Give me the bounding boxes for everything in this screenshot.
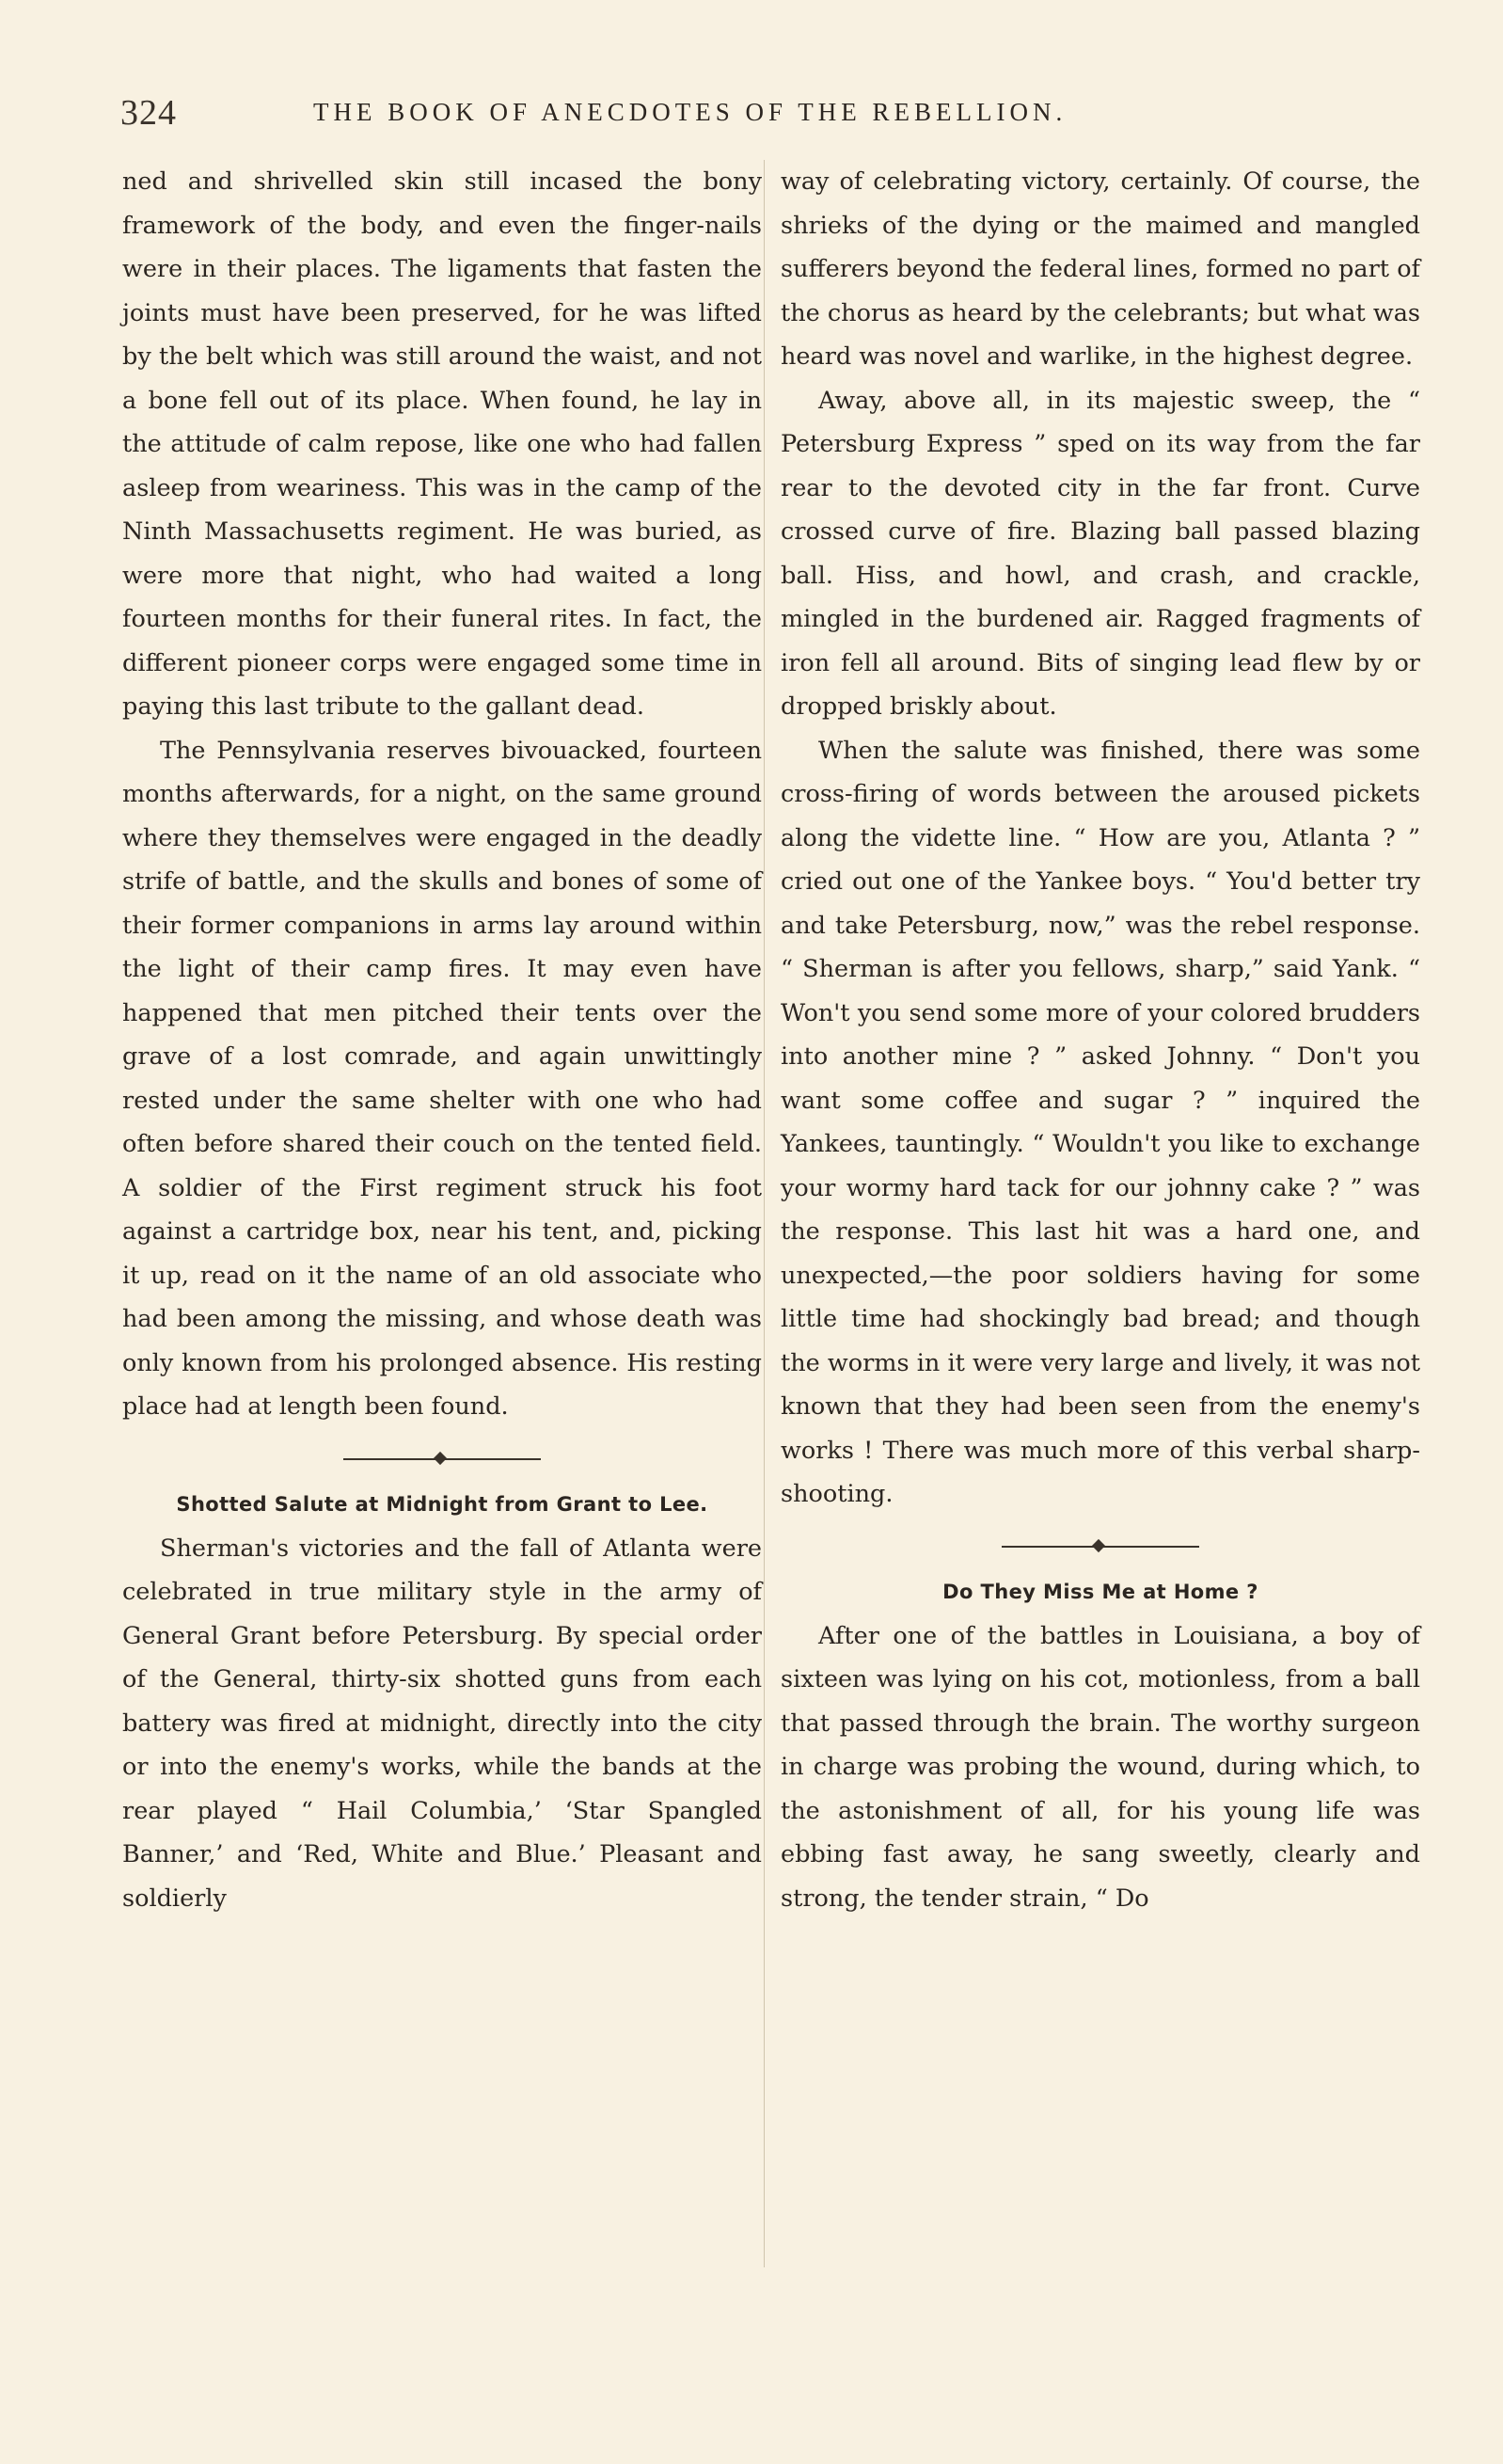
section-divider bbox=[343, 1450, 541, 1469]
running-title: THE BOOK OF ANECDOTES OF THE REBELLION. bbox=[313, 98, 1068, 126]
section-divider bbox=[1002, 1537, 1199, 1556]
column-rule bbox=[764, 160, 765, 2267]
paragraph: After one of the battles in Louisiana, a boy of sixteen was lying on his cot, motionless, from a ball that passed through the brain. The worthy surgeon in charge was probing the wound, during which, to the astonishment of all, for his young life was ebbing fast away, he sang sweetly, clearly and strong, the tender strain, “ Do bbox=[781, 1621, 1420, 1913]
divider-ornament bbox=[434, 1451, 447, 1464]
paragraph: ned and shrivelled skin still incased the bony framework of the body, and even the finger-nails were in their places. The ligaments that fasten the joints must have been preserved, for he was lifted by the belt which was still around the waist, and not a bone fell out of its place. When found, he lay in the attitude of calm repose, like one who had fallen asleep from weariness. This was in the camp of the Ninth Massachusetts regiment. He was buried, as were more that night, who had waited a long fourteen months for their funeral rites. In fact, the different pioneer corps were engaged some time in paying this last tribute to the gallant dead. bbox=[122, 167, 762, 721]
section-heading: Shotted Salute at Midnight from Grant to Lee. bbox=[176, 1492, 708, 1516]
right-column bbox=[781, 160, 1420, 1920]
page-header bbox=[120, 92, 1428, 134]
divider-ornament bbox=[1092, 1538, 1105, 1551]
paragraph: way of celebrating victory, certainly. Of course, the shrieks of the dying or the maimed and mangled sufferers beyond the federal lines, formed no part of the chorus as heard by the celebrants; but what was heard was novel and warlike, in the highest degree. bbox=[781, 167, 1420, 371]
paragraph: Away, above all, in its majestic sweep, the “ Petersburg Express ” sped on its way from the far rear to the devoted city in the far front. Curve crossed curve of fire. Blazing ball passed blazing ball. Hiss, and howl, and crash, and crackle, mingled in the burdened air. Ragged fragments of iron fell all around. Bits of singing lead flew by or dropped briskly about. bbox=[781, 386, 1420, 721]
left-column bbox=[122, 160, 762, 1920]
paragraph: The Pennsylvania reserves bivouacked, fourteen months afterwards, for a night, on the same ground where they themselves were engaged in the deadly strife of battle, and the skulls and bones of some of their former companions in arms lay around within the light of their camp fires. It may even have happened that men pitched their tents over the grave of a lost comrade, and again unwittingly rested under the same shelter with one who had often before shared their couch on the tented field. A soldier of the First regiment struck his foot against a cartridge box, near his tent, and, picking it up, read on it the name of an old associate who had been among the missing, and whose death was only known from his prolonged absence. His resting place had at length been found. bbox=[122, 736, 762, 1421]
page-number: 324 bbox=[120, 93, 177, 133]
paragraph: Sherman's victories and the fall of Atlanta were celebrated in true military style in the army of General Grant before Petersburg. By special order of the General, thirty-six shotted guns from each battery was fired at midnight, directly into the city or into the enemy's works, while the bands at the rear played “ Hail Columbia,’ ‘Star Spangled Banner,’ and ‘Red, White and Blue.’ Pleasant and soldierly bbox=[122, 1534, 762, 1913]
paragraph: When the salute was finished, there was some cross-firing of words between the aroused pickets along the vidette line. “ How are you, Atlanta ? ” cried out one of the Yankee boys. “ You'd better try and take Petersburg, now,” was the rebel response. “ Sherman is after you fellows, sharp,” said Yank. “ Won't you send some more of your colored brudders into another mine ? ” asked Johnny. “ Don't you want some coffee and sugar ? ” inquired the Yankees, tauntingly. “ Wouldn't you like to exchange your wormy hard tack for our johnny cake ? ” was the response. This last hit was a hard one, and unexpected,—the poor soldiers having for some little time had shockingly bad bread; and though the worms in it were very large and lively, it was not known that they had been seen from the enemy's works ! There was much more of this verbal sharp-shooting. bbox=[781, 736, 1420, 1508]
section-heading: Do They Miss Me at Home ? bbox=[942, 1580, 1258, 1603]
